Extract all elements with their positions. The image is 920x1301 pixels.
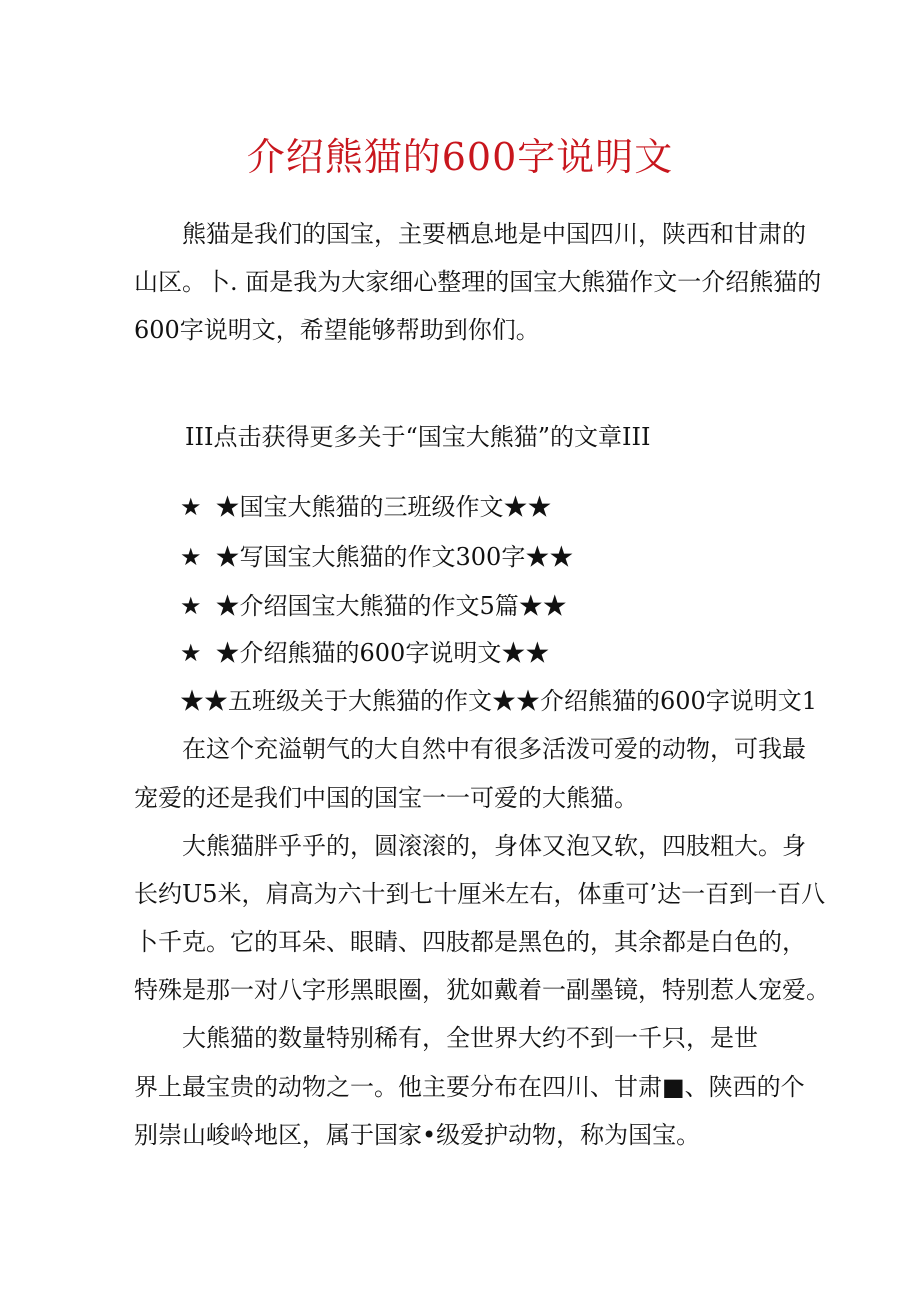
intro-line-2: 山区。卜. 面是我为大家细心整理的国宝大熊猫作文一介绍熊猫的 <box>134 268 822 296</box>
star-link-2[interactable] <box>180 540 573 574</box>
star-link-4[interactable] <box>180 636 549 670</box>
para2-line-3: 卜千克。它的耳朵、眼睛、四肢都是黑色的，其余都是白色的， <box>134 928 806 956</box>
para3-line-2: 界上最宝贵的动物之一。他主要分布在四川、甘肃■、陕西的个 <box>134 1073 805 1101</box>
star-link-1[interactable] <box>180 490 552 524</box>
star-icon: ★ <box>180 639 202 667</box>
star-link-text: ★国宝大熊猫的三班级作文★★ <box>215 493 552 521</box>
star-icon: ★ <box>180 493 202 521</box>
star-link-3[interactable] <box>180 589 567 623</box>
intro-line-3: 600字说明文，希望能够帮助到你们。 <box>134 316 540 344</box>
star-icon: ★ <box>180 592 202 620</box>
para1-line-1: 在这个充溢朝气的大自然中有很多活泼可爱的动物，可我最 <box>182 735 806 763</box>
para3-line-3: 别崇山峻岭地区，属于国家•级爱护动物，称为国宝。 <box>134 1121 701 1149</box>
para3-line-1: 大熊猫的数量特别稀有，全世界大约不到一千只，是世 <box>182 1024 758 1052</box>
para2-line-1: 大熊猫胖乎乎的，圆滚滚的，身体又泡又软，四肢粗大。身 <box>182 832 806 860</box>
star-link-text: ★介绍熊猫的600字说明文★★ <box>215 639 550 667</box>
intro-line-1: 熊猫是我们的国宝，主要栖息地是中国四川，陕西和甘肃的 <box>182 220 806 248</box>
document-title: 介绍熊猫的600字说明文 <box>246 135 674 179</box>
para2-line-4: 特殊是那一对八字形黑眼圈，犹如戴着一副墨镜，特别惹人宠爱。 <box>134 976 830 1004</box>
star-link-text: ★写国宝大熊猫的作文300字★★ <box>215 543 574 571</box>
para2-line-2: 长约U5米，肩高为六十到七十厘米左右，体重可’达一百到一百八 <box>134 880 826 908</box>
section-heading: ★★五班级关于大熊猫的作文★★介绍熊猫的600字说明文1 <box>180 687 818 715</box>
para1-line-2: 宠爱的还是我们中国的国宝一一可爱的大熊猫。 <box>134 784 638 812</box>
related-articles-link[interactable]: III点击获得更多关于“国宝大熊猫”的文章III <box>185 423 651 451</box>
star-link-text: ★介绍国宝大熊猫的作文5篇★★ <box>215 592 567 620</box>
star-icon: ★ <box>180 543 202 571</box>
